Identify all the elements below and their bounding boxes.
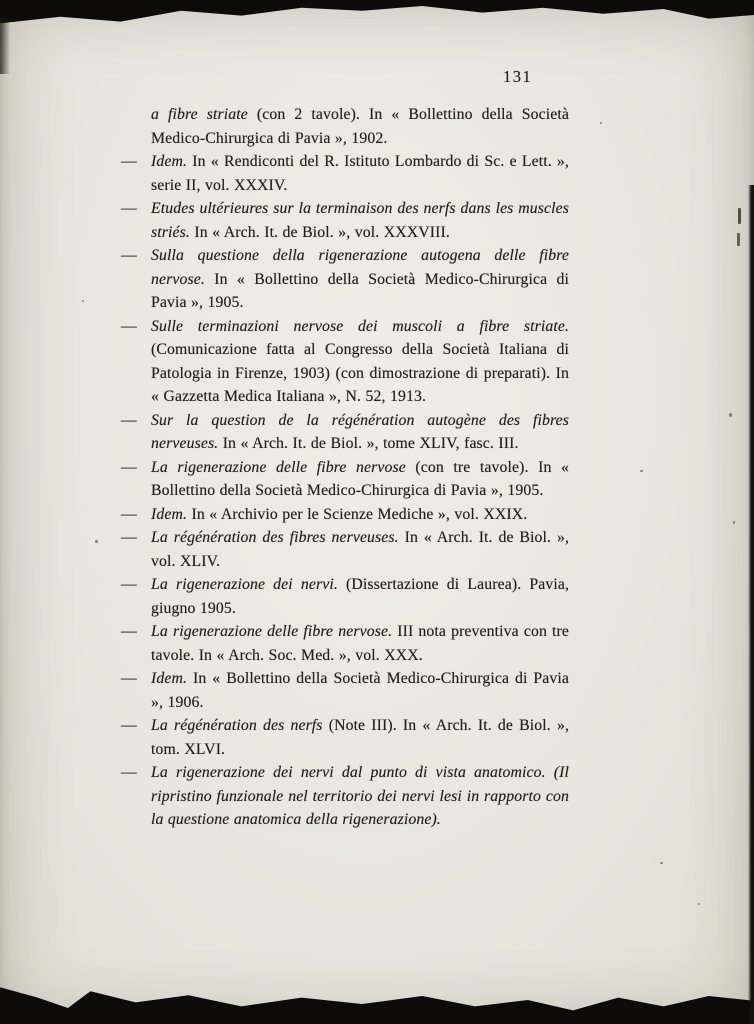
entry-dash: — (121, 623, 137, 640)
entry-dash: — (121, 505, 137, 523)
bibliography-entry (121, 150, 569, 197)
bibliography-entry (121, 197, 569, 244)
entry-title-italic: Sulle terminazioni nervose dei muscoli a fibre striate. (151, 317, 569, 335)
scan-edge-top (0, 0, 754, 30)
bibliography-entry (121, 573, 569, 620)
bibliography-entry (121, 244, 569, 315)
scan-edge-bottom (0, 984, 754, 1024)
bibliography-list (121, 103, 569, 832)
entry-publication-info: In « Bollettino della Società Medico-Chirurgica di Pavia », 1905. (151, 270, 570, 311)
scan-edge-right (748, 185, 754, 1024)
entry-publication-info: In « Archivio per le Scienze Mediche », vol. XXIX. (191, 505, 528, 523)
entry-publication-info: (Note III). In « Arch. It. de Biol. », tom. XLVI. (151, 717, 569, 758)
entry-publication-info: In « Arch. It. de Biol. », vol. XXXVIII. (194, 223, 450, 241)
entry-title-italic: La rigenerazione dei nervi dal punto di vista anatomico. (Il ripristino funzionale nel territorio dei nervi lesi in rapporto con la questione anatomica della rigenerazione). (151, 764, 569, 828)
entry-title-italic: Sur la question de la régénération autogène des fibres nerveuses. (151, 411, 569, 452)
entry-publication-info: In « Bollettino della Società Medico-Chirurgica di Pavia », 1906. (151, 670, 569, 711)
entry-publication-info: In « Rendiconti del R. Istituto Lombardo di Sc. e Lett. », serie II, vol. XXXIV. (151, 153, 569, 194)
scan-speck (600, 122, 602, 124)
scan-speck (82, 300, 84, 302)
scan-speck (95, 540, 98, 543)
bibliography-entry (121, 526, 569, 573)
scan-speck (660, 862, 663, 864)
scan-mark-right (738, 208, 741, 224)
entry-publication-info: In « Arch. It. de Biol. », vol. XLIV. (151, 529, 569, 570)
entry-dash: — (121, 458, 137, 476)
entry-dash: — (121, 670, 137, 687)
entry-publication-info: (con 2 tavole). In « Bollettino della Società Medico-Chirurgica di Pavia », 1902. (151, 106, 569, 147)
scan-mark-right (737, 233, 740, 246)
entry-dash: — (121, 764, 137, 781)
entry-title-italic: La régénération des nerfs (151, 717, 323, 734)
bibliography-entry (121, 315, 569, 409)
entry-title-italic: Idem. (151, 153, 188, 170)
entry-dash: — (121, 200, 137, 217)
entry-publication-info: (con tre tavole). In « Bollettino della Società Medico-Chirurgica di Pavia », 1905. (151, 458, 569, 499)
entry-dash: — (121, 717, 137, 734)
bibliography-entry (121, 103, 569, 150)
entry-title-italic: La rigenerazione dei nervi. (151, 576, 338, 593)
bibliography-entry (121, 761, 569, 832)
scan-smudge-top-left (0, 18, 10, 74)
entry-dash: — (121, 411, 137, 429)
entry-publication-info: III nota preventiva con tre tavole. In « Arch. Soc. Med. », vol. XXX. (151, 623, 569, 664)
entry-title-italic: Idem. (151, 670, 188, 687)
entry-publication-info: (Dissertazione di Laurea). Pavia, giugno 1905. (151, 576, 570, 617)
entry-title-italic: La rigenerazione delle fibre nervose (151, 458, 406, 476)
entry-title-italic: Sulla questione della rigenerazione autogena delle fibre nervose. (151, 247, 569, 288)
entry-dash: — (121, 153, 137, 170)
bibliography-entry (121, 456, 569, 503)
entry-publication-info: (Comunicazione fatta al Congresso della Società Italiana di Patologia in Firenze, 1903) (con dimostrazione di preparati). In « Gazzetta Medica Italiana », N. 52, 1913. (151, 341, 569, 405)
bibliography-entry (121, 409, 569, 456)
entry-dash: — (121, 317, 137, 335)
bibliography-entry (121, 667, 569, 714)
entry-dash: — (121, 576, 137, 593)
bibliography-entry (121, 620, 569, 667)
scan-speck (698, 903, 700, 905)
entry-publication-info: In « Arch. It. de Biol. », tome XLIV, fasc. III. (222, 435, 519, 452)
entry-dash: — (121, 247, 137, 264)
entry-title-italic: La régénération des fibres nerveuses. (151, 529, 399, 546)
scan-speck (729, 413, 732, 417)
entry-title-italic: Idem. (151, 505, 188, 523)
page-number: 131 (503, 67, 533, 86)
scan-speck (733, 521, 735, 524)
entry-title-italic: a fibre striate (151, 106, 248, 123)
entry-title-italic: Etudes ultérieures sur la terminaison des nerfs dans les muscles striés. (151, 200, 569, 241)
bibliography-entry (121, 503, 569, 527)
entry-dash: — (121, 529, 137, 546)
bibliography-entry (121, 714, 569, 761)
entry-title-italic: La rigenerazione delle fibre nervose. (151, 623, 393, 640)
scan-speck (640, 470, 643, 472)
